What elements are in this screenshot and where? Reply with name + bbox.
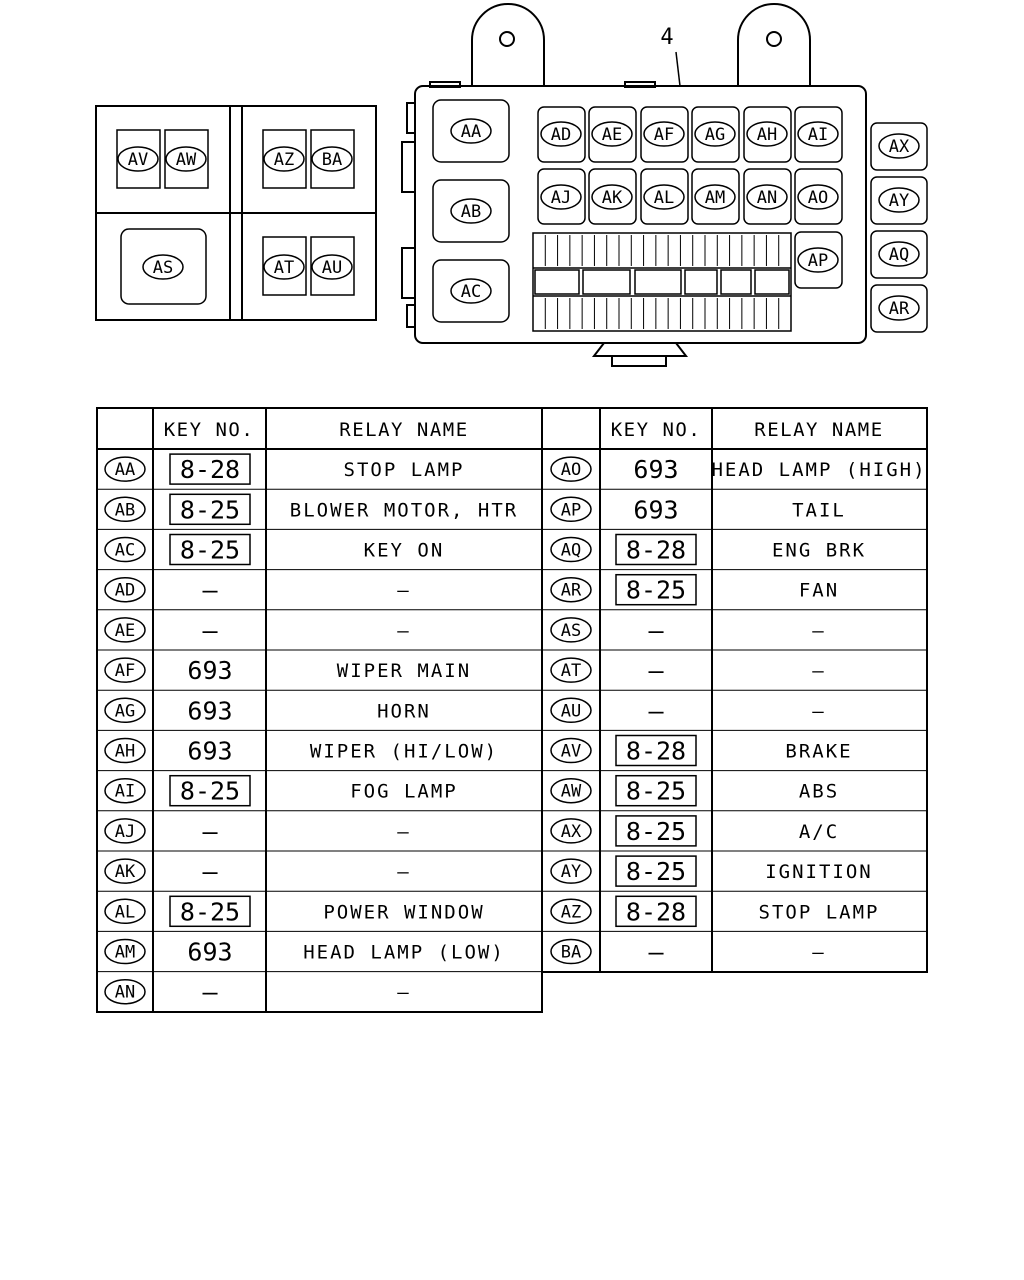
side-labels xyxy=(879,134,919,320)
header-key-no-left: KEY NO. xyxy=(163,419,255,441)
row-id-aq-text: AQ xyxy=(560,540,582,561)
location-label-ae-text: AE xyxy=(601,125,623,145)
row-id-ad xyxy=(105,578,145,602)
location-label-ac xyxy=(451,279,491,303)
row-id-as-text: AS xyxy=(560,620,582,641)
table-row xyxy=(551,535,866,565)
table-row xyxy=(551,696,826,725)
row-id-aw-text: AW xyxy=(560,781,582,802)
row-id-ao-text: AO xyxy=(560,460,582,481)
key-no-value: — xyxy=(648,615,664,645)
location-label-ah-text: AH xyxy=(756,125,778,145)
location-label-av-text: AV xyxy=(127,150,149,170)
row-id-az xyxy=(551,899,591,923)
location-label-az xyxy=(264,147,304,171)
location-label-ae xyxy=(592,122,632,146)
location-label-ag xyxy=(695,122,735,146)
row-id-ae xyxy=(105,618,145,642)
key-no-value: — xyxy=(202,977,218,1007)
relay-name-value: — xyxy=(397,981,411,1004)
location-label-ab xyxy=(451,199,491,223)
location-label-an-text: AN xyxy=(756,188,778,208)
row-id-am xyxy=(105,940,145,964)
location-label-ba-text: BA xyxy=(321,150,343,170)
key-no-value: 8-25 xyxy=(179,776,241,806)
relay-name-value: BRAKE xyxy=(785,740,853,763)
row-id-ar xyxy=(551,578,591,602)
table-row xyxy=(551,656,826,685)
relay-name-value: HORN xyxy=(377,700,431,723)
row-id-ap xyxy=(551,497,591,521)
location-label-av xyxy=(118,147,158,171)
row-id-as xyxy=(551,618,591,642)
table-row xyxy=(105,896,485,926)
relay-name-value: FOG LAMP xyxy=(350,780,458,803)
table-row xyxy=(105,494,518,524)
row-id-aw xyxy=(551,779,591,803)
row-id-ab xyxy=(105,497,145,521)
relay-name-value: FAN xyxy=(798,579,840,602)
location-label-as-text: AS xyxy=(152,258,174,278)
relay-name-value: — xyxy=(397,861,411,884)
table-row xyxy=(551,816,839,846)
location-label-aw xyxy=(166,147,206,171)
row-id-av-text: AV xyxy=(560,741,582,762)
key-no-value: 8-28 xyxy=(625,535,687,565)
row-id-ae-text: AE xyxy=(114,620,136,641)
row-id-ad-text: AD xyxy=(114,580,136,601)
location-label-ao xyxy=(798,185,838,209)
row-id-al-text: AL xyxy=(114,902,136,923)
key-no-value: — xyxy=(648,656,664,686)
location-label-ay-text: AY xyxy=(888,191,910,211)
header-relay-name-left: RELAY NAME xyxy=(339,419,469,441)
row-id-ak-text: AK xyxy=(114,862,136,883)
relay-name-value: — xyxy=(812,941,826,964)
location-label-ai-text: AI xyxy=(807,125,829,145)
relay-name-value: — xyxy=(397,619,411,642)
location-label-au xyxy=(312,255,352,279)
row-id-an xyxy=(105,980,145,1004)
key-no-value: 693 xyxy=(187,736,233,766)
location-label-as xyxy=(143,255,183,279)
location-label-af xyxy=(644,122,684,146)
table-row xyxy=(551,776,839,806)
table-row xyxy=(105,576,411,605)
relay-name-value: IGNITION xyxy=(765,861,873,884)
table-row xyxy=(105,776,458,806)
relay-name-value: ENG BRK xyxy=(771,539,867,562)
location-label-au-text: AU xyxy=(321,258,343,278)
row-id-ap-text: AP xyxy=(560,500,582,521)
location-label-ai xyxy=(798,122,838,146)
location-label-aa-text: AA xyxy=(460,122,482,142)
key-no-value: 693 xyxy=(187,696,233,726)
row-id-at-text: AT xyxy=(560,661,582,682)
table-row xyxy=(105,938,505,967)
row-id-ao xyxy=(551,457,591,481)
key-no-value: — xyxy=(202,575,218,605)
small-relay-box xyxy=(96,106,376,320)
location-label-ad-text: AD xyxy=(550,125,572,145)
location-label-ax xyxy=(879,134,919,158)
row-id-ah xyxy=(105,739,145,763)
callout-number: 4 xyxy=(660,25,674,50)
row-id-aq xyxy=(551,538,591,562)
key-no-value: — xyxy=(202,816,218,846)
table-row xyxy=(105,616,411,645)
relay-name-value: BLOWER MOTOR, HTR xyxy=(289,499,519,522)
row-id-ac-text: AC xyxy=(114,540,136,561)
row-id-ar-text: AR xyxy=(560,580,582,601)
table-row xyxy=(105,978,411,1007)
key-no-value: — xyxy=(202,615,218,645)
row-id-ay-text: AY xyxy=(560,862,582,883)
relay-name-value: WIPER MAIN xyxy=(336,660,472,683)
header-key-no-right: KEY NO. xyxy=(610,419,702,441)
relay-name-value: STOP LAMP xyxy=(758,901,880,924)
row-id-ah-text: AH xyxy=(114,741,136,762)
key-no-value: — xyxy=(648,696,664,726)
location-label-az-text: AZ xyxy=(273,150,295,170)
key-no-value: 8-25 xyxy=(625,776,687,806)
row-id-ba xyxy=(551,940,591,964)
relay-name-value: HEAD LAMP (LOW) xyxy=(303,941,505,964)
location-label-ak xyxy=(592,185,632,209)
table-row xyxy=(105,817,411,846)
key-no-value: 8-28 xyxy=(625,897,687,927)
row-id-al xyxy=(105,899,145,923)
location-label-ar xyxy=(879,296,919,320)
table-row xyxy=(551,575,839,605)
row-id-ba-text: BA xyxy=(560,942,582,963)
relay-name-value: POWER WINDOW xyxy=(323,901,485,924)
location-label-ah xyxy=(747,122,787,146)
key-no-value: 8-25 xyxy=(179,897,241,927)
location-label-ac-text: AC xyxy=(460,282,482,302)
row-id-at xyxy=(551,658,591,682)
row-id-aj xyxy=(105,819,145,843)
relay-name-value: TAIL xyxy=(792,499,846,522)
key-no-value: 8-25 xyxy=(625,857,687,887)
location-label-ap-text: AP xyxy=(807,251,829,271)
row-id-ac xyxy=(105,538,145,562)
location-label-ap xyxy=(798,248,838,272)
location-label-af-text: AF xyxy=(653,125,675,145)
location-label-aw-text: AW xyxy=(175,150,197,170)
relay-name-value: STOP LAMP xyxy=(343,459,465,482)
key-no-value: 8-25 xyxy=(625,816,687,846)
location-label-an xyxy=(747,185,787,209)
key-no-value: 8-25 xyxy=(179,495,241,525)
table-row xyxy=(105,454,464,484)
location-label-ag-text: AG xyxy=(704,125,726,145)
location-label-ay xyxy=(879,188,919,212)
key-no-value: 693 xyxy=(633,495,679,525)
location-label-ad xyxy=(541,122,581,146)
row-id-am-text: AM xyxy=(114,942,136,963)
table-row xyxy=(551,938,826,967)
key-no-value: 8-25 xyxy=(179,535,241,565)
row-id-aa xyxy=(105,457,145,481)
key-no-value: 693 xyxy=(633,455,679,485)
location-label-ax-text: AX xyxy=(888,137,910,157)
row-id-ai-text: AI xyxy=(114,781,136,802)
location-label-at xyxy=(264,255,304,279)
row-id-az-text: AZ xyxy=(560,902,582,923)
location-label-ab-text: AB xyxy=(460,202,482,222)
table-row xyxy=(551,736,853,766)
key-no-value: 8-28 xyxy=(179,455,241,485)
row-id-ay xyxy=(551,859,591,883)
relay-name-value: — xyxy=(812,619,826,642)
row-id-ax-text: AX xyxy=(560,821,582,842)
row-id-au-text: AU xyxy=(560,701,582,722)
relay-name-value: HEAD LAMP (HIGH) xyxy=(711,459,927,482)
row-id-aa-text: AA xyxy=(114,460,136,481)
row-id-au xyxy=(551,698,591,722)
main-fuse-box xyxy=(402,4,866,366)
location-label-aq xyxy=(879,242,919,266)
header-relay-name-right: RELAY NAME xyxy=(754,419,884,441)
key-no-value: 8-25 xyxy=(625,575,687,605)
relay-name-value: WIPER (HI/LOW) xyxy=(309,740,499,763)
row-id-aj-text: AJ xyxy=(114,821,136,842)
location-label-aa xyxy=(451,119,491,143)
location-label-ao-text: AO xyxy=(807,188,829,208)
row-id-ak xyxy=(105,859,145,883)
location-label-ak-text: AK xyxy=(601,188,623,208)
relay-name-value: A/C xyxy=(798,820,840,843)
location-label-am-text: AM xyxy=(704,188,726,208)
location-label-ba xyxy=(312,147,352,171)
location-label-aj xyxy=(541,185,581,209)
relay-name-value: — xyxy=(397,579,411,602)
relay-table xyxy=(97,408,927,1012)
table-row xyxy=(105,535,444,565)
location-label-ar-text: AR xyxy=(888,299,910,319)
row-id-av xyxy=(551,739,591,763)
row-id-af-text: AF xyxy=(114,661,136,682)
key-no-value: 693 xyxy=(187,937,233,967)
relay-name-value: — xyxy=(397,820,411,843)
row-id-af xyxy=(105,658,145,682)
table-row xyxy=(105,737,498,766)
relay-name-value: KEY ON xyxy=(363,539,445,562)
relay-name-value: — xyxy=(812,660,826,683)
table-row xyxy=(551,455,927,484)
table-row xyxy=(105,656,471,685)
key-no-value: — xyxy=(202,857,218,887)
table-row xyxy=(551,616,826,645)
relay-name-value: ABS xyxy=(798,780,840,803)
location-label-al-text: AL xyxy=(653,188,675,208)
row-id-ax xyxy=(551,819,591,843)
row-id-ab-text: AB xyxy=(114,500,136,521)
row-id-ag-text: AG xyxy=(114,701,136,722)
location-label-aq-text: AQ xyxy=(888,245,910,265)
row-id-an-text: AN xyxy=(114,982,136,1003)
row-id-ai xyxy=(105,779,145,803)
location-label-am xyxy=(695,185,735,209)
row-id-ag xyxy=(105,698,145,722)
relay-name-value: — xyxy=(812,700,826,723)
key-no-value: — xyxy=(648,937,664,967)
table-row xyxy=(105,857,411,886)
location-label-at-text: AT xyxy=(273,258,295,278)
key-no-value: 8-28 xyxy=(625,736,687,766)
location-label-aj-text: AJ xyxy=(550,188,572,208)
key-no-value: 693 xyxy=(187,656,233,686)
table-row xyxy=(551,495,846,524)
location-label-al xyxy=(644,185,684,209)
